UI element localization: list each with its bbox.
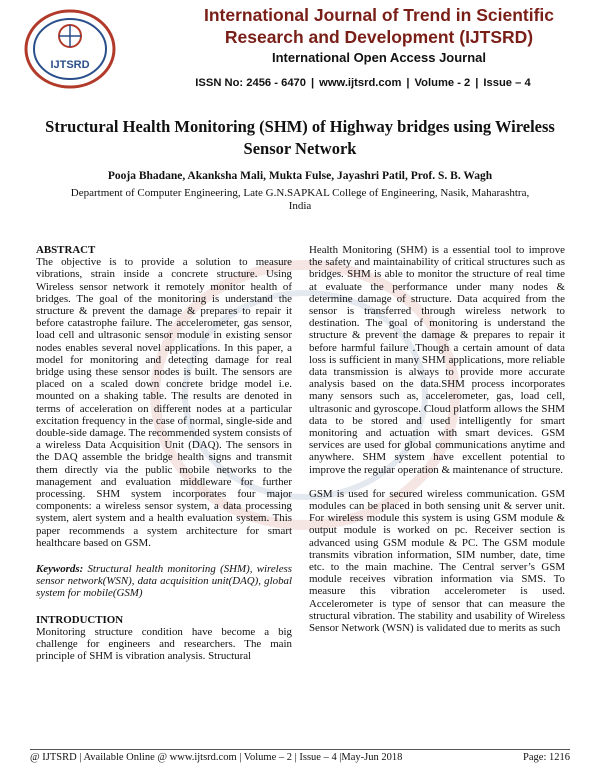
abstract-text: The objective is to provide a solution to measure vibrations, strain inside a concrete structure. Using Wireless sensor network it remotely monitor health of bridges. The goal of the monitoring is understand the structure & prevent the damage & prepares to repair it before catastrophe failure. The accelerometer, gas sensor, load cell and ultrasonic sensor module in existing sensor nodes enables several novel applications. In this paper, a model for monitoring and detecting damage for real bridge using these sensor nodes is built. The sensors are placed on a scaled down concrete bridge model i.e. mounted on a shaking table. The results are denoted in terms of acceleration on different nodes at a particular excitation frequency in the case of normal, single-side and double-side damage. The recommended system consists of a wireless Data Acquisition Unit (DAQ). The sensors in the DAQ assemble the bridge health signs and transmit them directly via the public mobile networks to the management and evaluation middleware for further processing. SHM system incorporates four major components: a wireless sensor system, a data processing system, alert system and a health evaluation system. This paper recommends a system architecture for smart healthcare based on GSM. (36, 256, 292, 549)
journal-website-link[interactable]: www.ijtsrd.com (319, 77, 402, 89)
keywords (36, 563, 292, 600)
issn-line: ISSN No: 2456 - 6470 | www.ijtsrd.com | Volume - 2 | Issue – 4 (195, 77, 531, 89)
page-footer (30, 752, 570, 763)
right-column (309, 244, 565, 634)
journal-title: International Journal of Trend in Scientific Research and Development (IJTSRD) (203, 5, 555, 47)
right-paragraph-1: Health Monitoring (SHM) is a essential tool to improve the safety and maintainability of critical structures such as bridges. SHM is able to monitor the structure of real time at evaluate the performance under many nodes & determine damage of structure. Data acquired from the sensor is transferred through wireless network to destination. The goal of monitoring is understand the structure & prevent the damage & prepares to repair it before harmful failure .Though a certain amount of data loss is sufficient in many SHM applications, more reliable data transmission is always to provide more accurate analysis based on the data.SHM process incorporates many sensors such as, accelerometer, gas, load cell, ultrasonic and gyroscope. Cloud platform allows the SHM data to be stored and used intelligently for smart monitoring and actuation with smart devices. GSM services are used for global communications anytime and anywhere. SHM system have excellent potential to improve the regular operation & maintenance of structure. (309, 244, 565, 476)
volume-label: Volume - 2 (414, 77, 471, 89)
footer-citation: @ IJTSRD | Available Online @ www.ijtsrd.com | Volume – 2 | Issue – 4 |May-Jun 2018 (30, 752, 403, 763)
introduction-heading: INTRODUCTION (36, 613, 124, 626)
paper-title: Structural Health Monitoring (SHM) of Highway bridges using Wireless Sensor Network (45, 117, 555, 158)
left-column (36, 244, 292, 663)
footer-divider (30, 749, 570, 750)
page-number: Page: 1216 (523, 752, 570, 763)
introduction-text: Monitoring structure condition have become a big challenge for engineers and researchers. The main principle of SHM is vibration analysis. Structural (36, 625, 292, 663)
paper-authors: Pooja Bhadane, Akanksha Mali, Mukta Fulse, Jayashri Patil, Prof. S. B. Wagh (107, 170, 493, 182)
logo-text: IJTSRD (50, 59, 90, 71)
right-paragraph-2: GSM is used for secured wireless communication. GSM modules can be placed in both sensing unit & server unit. For wireless module this system is using GSM module & output module is worked on pc. Receiver section is advanced using GSM module & PC. The GSM module transmits vibration information, SIM number, date, time etc. to the main machine. The Central server’s GSM module receives vibration information via SMS. To measure this vibration accelerometer is used. Accelerometer is type of sensor that can measure the structural vibration. The stability and usability of Wireless Sensor Network (WSN) is validated due to merits as such (309, 487, 565, 635)
issue-label: Issue – 4 (483, 77, 531, 89)
issn-number: ISSN No: 2456 - 6470 (195, 77, 306, 89)
open-access-label: International Open Access Journal (271, 50, 487, 65)
paper-affiliation: Department of Computer Engineering, Late G.N.SAPKAL College of Engineering, Nasik, Maharashtra, India (70, 187, 530, 212)
keywords-label: Keywords: (36, 563, 84, 576)
keywords-text: Structural health monitoring (SHM), wireless sensor network(WSN), data acquisition unit(DAQ), global system for mobile(GSM) (36, 563, 292, 600)
journal-header (0, 0, 600, 108)
abstract-heading: ABSTRACT (36, 244, 96, 256)
ijtsrd-logo (14, 6, 126, 92)
